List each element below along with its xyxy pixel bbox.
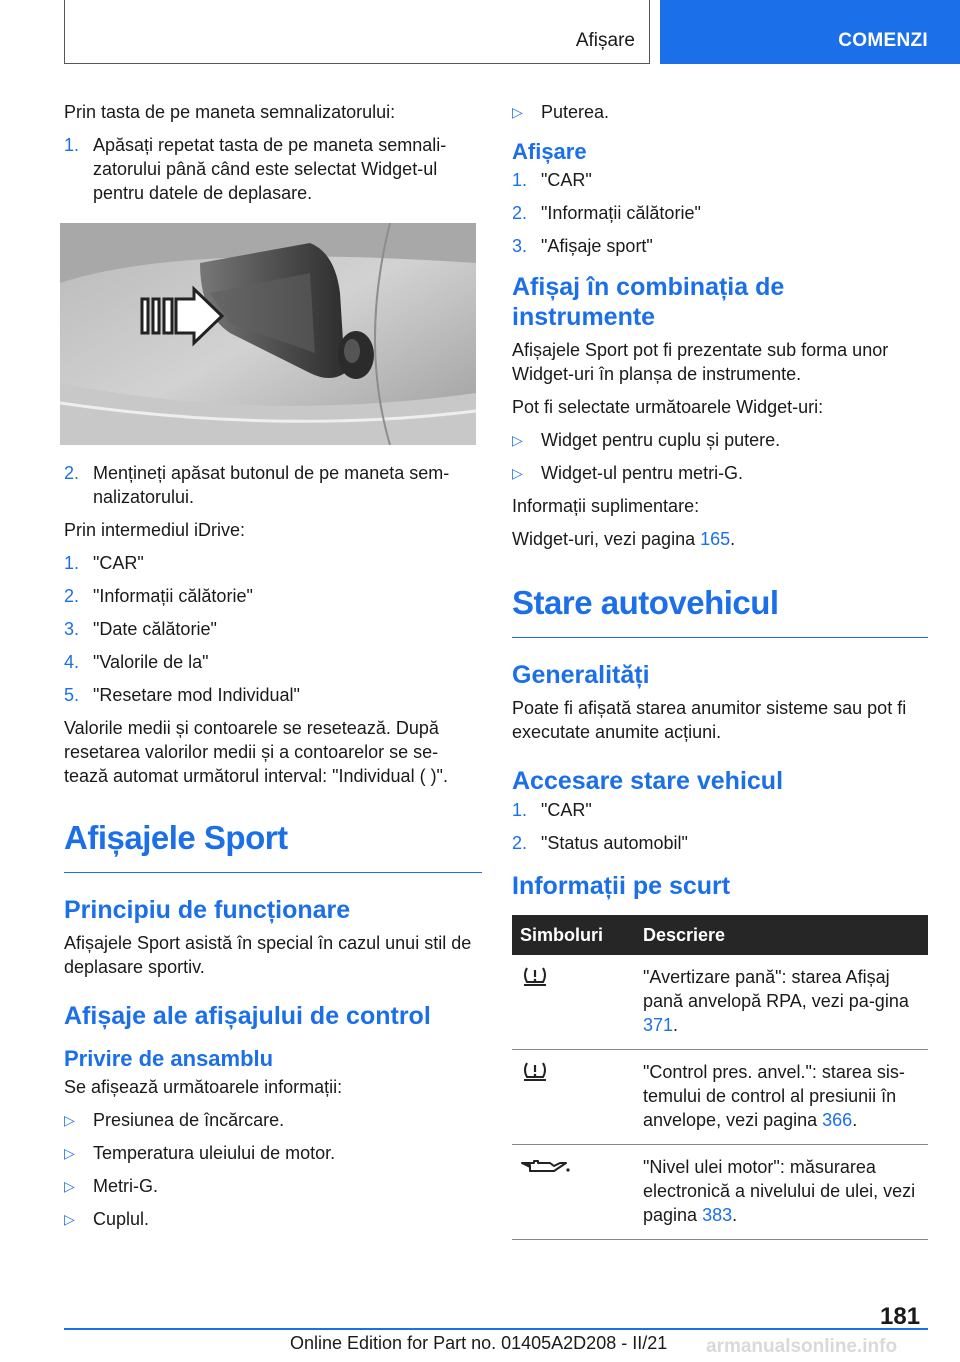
step-number: 1.: [64, 553, 80, 573]
heading-quick-info: Informații pe scurt: [512, 872, 731, 900]
step-number: 1.: [512, 170, 528, 190]
principle-text: Afișajele Sport asistă în special în cazul unui stil de deplasare sportiv.: [64, 933, 472, 977]
page-link-366[interactable]: 366: [822, 1110, 853, 1130]
page-link-371[interactable]: 371: [643, 1015, 674, 1035]
step-number: 4.: [64, 652, 80, 672]
cluster-text: Afișajele Sport pot fi prezentate sub forma unor Widget-uri în planșa de instrumente.: [512, 340, 889, 384]
table-header-symbols: Simboluri: [512, 915, 635, 955]
table-row: "Avertizare pană": starea Afișaj pană anvelopă RPA, vezi pa-gina 371.: [512, 955, 928, 1050]
intro-text: Prin tasta de pe maneta semnalizatorului:: [64, 102, 396, 122]
list-item: [512, 831, 928, 855]
step-number: 2.: [512, 203, 528, 223]
heading-principle: Principiu de funcționare: [64, 896, 351, 924]
step-text: "Informații călătorie": [541, 203, 701, 223]
step-text: "Valorile de la": [93, 652, 209, 672]
step-number: 2.: [64, 586, 80, 606]
list-item: [512, 201, 928, 225]
table-header-description: Descriere: [635, 915, 928, 955]
list-item: [64, 617, 482, 641]
list-item: ▷ Temperatura uleiului de motor.: [64, 1143, 336, 1163]
idrive-steps: [64, 551, 482, 707]
list-item: ▷ Metri-G.: [64, 1176, 158, 1196]
display-steps: [512, 168, 928, 258]
page-link-165[interactable]: 165: [700, 529, 731, 549]
overview-list: [64, 1108, 482, 1231]
general-text: Poate fi afișată starea anumitor sisteme sau pot fi executate anumite acțiuni.: [512, 698, 907, 742]
step-text: "CAR": [541, 170, 592, 190]
header-chapter-tab: [660, 0, 960, 64]
heading-sport-displays: Afișajele Sport: [64, 818, 482, 873]
list-item: [512, 234, 928, 258]
tire-warning-icon: [520, 965, 550, 987]
step-text: "Resetare mod Individual": [93, 685, 300, 705]
extra-info-label: Informații suplimentare:: [512, 496, 700, 516]
step-text: "Date călătorie": [93, 619, 217, 639]
list-item: [64, 584, 482, 608]
left-column: [64, 100, 482, 1240]
step-text: Mențineți apăsat butonul de pe maneta sem-nalizatorului.: [93, 463, 450, 507]
heading-control-display: Afișaje ale afișajului de control: [64, 1002, 431, 1030]
list-item: ▷ Presiunea de încărcare.: [64, 1110, 285, 1130]
list-item: [64, 551, 482, 575]
steps-list-1: [64, 133, 482, 205]
list-item: [64, 683, 482, 707]
page-link-383[interactable]: 383: [702, 1205, 733, 1225]
idrive-intro: Prin intermediul iDrive:: [64, 520, 246, 540]
widgets-intro: Pot fi selectate următoarele Widget-uri:: [512, 397, 824, 417]
heading-access-status: Accesare stare vehicul: [512, 767, 784, 795]
step-text: "Status automobil": [541, 833, 688, 853]
extra-info-text: Widget-uri, vezi pagina 165.: [512, 529, 736, 549]
steps-list-1b: [64, 461, 482, 509]
bullet-triangle-icon: ▷: [64, 1178, 75, 1194]
widgets-list: [512, 428, 928, 485]
list-item: ▷ Widget-ul pentru metri-G.: [512, 463, 744, 483]
heading-instrument-cluster: Afișaj în combinația de instrumente: [512, 273, 785, 331]
list-item: [512, 798, 928, 822]
header-chapter-label: COMENZI: [838, 30, 928, 51]
step-number: 1.: [512, 800, 528, 820]
bullet-triangle-icon: ▷: [64, 1145, 75, 1161]
heading-overview: Privire de ansamblu: [64, 1046, 274, 1071]
bullet-triangle-icon: ▷: [512, 104, 523, 120]
overview-list-continued: [512, 100, 928, 124]
oil-can-icon: [520, 1155, 572, 1177]
list-item: ▷ Puterea.: [512, 102, 610, 122]
bullet-triangle-icon: ▷: [512, 432, 523, 448]
page-number: 181: [880, 1303, 921, 1330]
step-number: 3.: [64, 619, 80, 639]
step-text: "Informații călătorie": [93, 586, 253, 606]
step-text: "CAR": [93, 553, 144, 573]
footer-edition: Online Edition for Part no. 01405A2D208 - II/21: [290, 1333, 668, 1353]
reset-text: Valorile medii și contoarele se resetează. După resetarea valorilor medii și a contoarelor se se-tează automat următorul interval: "Individual ( )".: [64, 718, 448, 786]
list-item: ▷ Cuplul.: [64, 1209, 150, 1229]
header-section-box: [64, 0, 650, 64]
table-row: "Control pres. anvel.": starea sis-temului de control al presiunii în anvelope, vezi pagina 366.: [512, 1050, 928, 1145]
heading-display: Afișare: [512, 139, 587, 164]
right-column: [512, 100, 928, 1240]
step-text: "CAR": [541, 800, 592, 820]
turn-signal-lever-photo: [60, 223, 476, 445]
access-steps: [512, 798, 928, 855]
step-number: 5.: [64, 685, 80, 705]
list-item: [64, 650, 482, 674]
step-number: 3.: [512, 236, 528, 256]
step-number: 1.: [64, 135, 80, 155]
heading-general: Generalități: [512, 661, 650, 689]
step-number: 2.: [64, 463, 80, 483]
table-header-row: [512, 915, 928, 955]
list-item: [64, 133, 482, 205]
step-text: "Afișaje sport": [541, 236, 653, 256]
status-table: [512, 915, 928, 1240]
bullet-triangle-icon: ▷: [512, 465, 523, 481]
header-section-title: Afișare: [575, 30, 635, 51]
bullet-triangle-icon: ▷: [64, 1112, 75, 1128]
list-item: [64, 461, 482, 509]
overview-text: Se afișează următoarele informații:: [64, 1077, 343, 1097]
list-item: ▷ Widget pentru cuplu și putere.: [512, 430, 781, 450]
watermark: armanualsonline.info: [706, 1336, 898, 1357]
step-text: Apăsați repetat tasta de pe maneta semnali-zatorului până când este selectat Widget-ul pentru datele de deplasare.: [93, 135, 447, 203]
heading-vehicle-status: Stare autovehicul: [512, 583, 928, 638]
table-row: "Nivel ulei motor": măsurarea electronică a nivelului de ulei, vezi pagina 383.: [512, 1145, 928, 1240]
footer-divider: [64, 1328, 928, 1330]
tire-pressure-icon: [520, 1060, 550, 1082]
bullet-triangle-icon: ▷: [64, 1211, 75, 1227]
step-number: 2.: [512, 833, 528, 853]
list-item: [512, 168, 928, 192]
